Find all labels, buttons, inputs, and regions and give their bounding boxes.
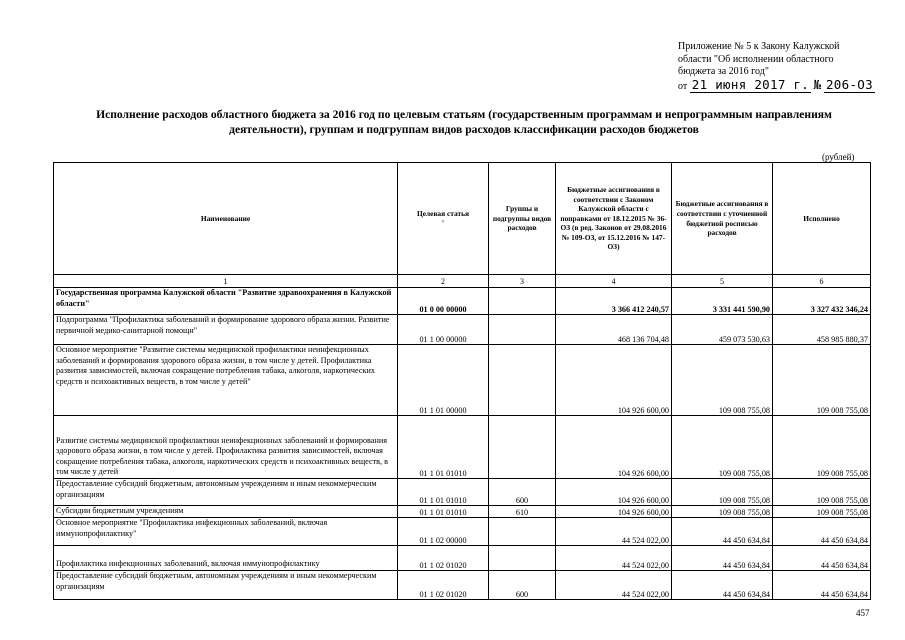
row-executed-amount: 44 450 634,84 (773, 546, 871, 571)
row-refined-amount: 44 450 634,84 (672, 546, 773, 571)
appendix-line-2: области "Об исполнении областного (678, 53, 834, 65)
row-group (489, 315, 556, 345)
header-row (54, 163, 871, 275)
table-row (54, 571, 871, 600)
table-row (54, 479, 871, 506)
row-target-code: 01 1 02 00000 (398, 518, 489, 546)
row-law-amount: 44 524 022,00 (556, 546, 672, 571)
appendix-line-1: Приложение № 5 к Закону Калужской (678, 41, 840, 52)
row-executed-amount: 109 008 755,08 (773, 479, 871, 506)
row-target-code: 01 1 01 01010 (398, 479, 489, 506)
header-name: Наименование (54, 163, 398, 275)
header-assigned-law: Бюджетные ассигнования в соответствии с Законом Калужской области с поправками от 18.12.2015 № 36-ОЗ (в ред. Законов от 29.08.2016 № 109-ОЗ, от 15.12.2016 № 147-ОЗ) (556, 163, 672, 275)
row-group (489, 518, 556, 546)
row-law-amount: 104 926 600,00 (556, 416, 672, 479)
units-label: (рублей) (822, 152, 855, 162)
column-number-row (54, 275, 871, 288)
table-row (54, 546, 871, 571)
row-name: Предоставление субсидий бюджетным, автономным учреждениям и иным некоммерческим организациям (54, 571, 398, 600)
row-target-code: 01 1 02 01020 (398, 571, 489, 600)
column-number: 1 (54, 275, 398, 288)
column-number: 4 (556, 275, 672, 288)
row-executed-amount: 3 327 432 346,24 (773, 288, 871, 315)
row-target-code: 01 1 01 00000 (398, 345, 489, 416)
table-row (54, 416, 871, 479)
row-law-amount: 104 926 600,00 (556, 479, 672, 506)
number-prefix: № (813, 76, 822, 92)
number-value: 206-ОЗ (825, 76, 873, 92)
row-refined-amount: 459 073 530,63 (672, 315, 773, 345)
row-name: Основное мероприятие "Профилактика инфекционных заболеваний, включая иммунопрофилактику" (54, 518, 398, 546)
row-refined-amount: 109 008 755,08 (672, 506, 773, 518)
row-group: 600 (489, 479, 556, 506)
row-refined-amount: 3 331 441 590,90 (672, 288, 773, 315)
row-law-amount: 104 926 600,00 (556, 345, 672, 416)
header-executed: Исполнено (773, 163, 871, 275)
date-value: 21 июня 2017 г. (691, 76, 810, 92)
row-name: Государственная программа Калужской области "Развитие здравоохранения в Калужской области" (54, 288, 398, 315)
row-target-code: 01 1 01 01010 (398, 416, 489, 479)
row-law-amount: 3 366 412 240,57 (556, 288, 672, 315)
table-row (54, 345, 871, 416)
row-refined-amount: 44 450 634,84 (672, 571, 773, 600)
expenditure-table (53, 162, 871, 600)
row-refined-amount: 109 008 755,08 (672, 416, 773, 479)
row-name: Развитие системы медицинской профилактики неинфекционных заболеваний и формирования здорового образа жизни, в том числе у детей. Профилактика развития зависимостей, включая сокращение потребления табака, алкоголя, наркотических средств и психоактивных веществ, в том числе у детей (54, 416, 398, 479)
row-name: Субсидии бюджетным учреждениям (54, 506, 398, 518)
table-row (54, 518, 871, 546)
row-name: Основное мероприятие "Развитие системы медицинской профилактики неинфекционных заболеваний и формирования здорового образа жизни, в том числе у детей. Профилактика развития зависимостей, включая сокращение потребления табака, алкоголя, наркотических средств и психоактивных веществ, в том числе у детей" (54, 345, 398, 416)
date-prefix: от (678, 80, 688, 92)
header-groups: Группы и подгруппы видов расходов (489, 163, 556, 275)
appendix-dateline (678, 76, 893, 94)
table-row (54, 506, 871, 518)
appendix-note (678, 41, 893, 93)
row-target-code: 01 1 02 01020 (398, 546, 489, 571)
row-group: 600 (489, 571, 556, 600)
column-number: 2 (398, 275, 489, 288)
row-refined-amount: 109 008 755,08 (672, 345, 773, 416)
column-number: 5 (672, 275, 773, 288)
row-executed-amount: 44 450 634,84 (773, 518, 871, 546)
row-executed-amount: 109 008 755,08 (773, 345, 871, 416)
row-name: Профилактика инфекционных заболеваний, включая иммунопрофилактику (54, 546, 398, 571)
row-target-code: 01 0 00 00000 (398, 288, 489, 315)
row-law-amount: 44 524 022,00 (556, 518, 672, 546)
header-assigned-refined: Бюджетные ассигнования в соответствии с уточненной бюджетной росписью расходов (672, 163, 773, 275)
row-name: Предоставление субсидий бюджетным, автономным учреждениям и иным некоммерческим организациям (54, 479, 398, 506)
column-number: 6 (773, 275, 871, 288)
row-group (489, 416, 556, 479)
row-executed-amount: 109 008 755,08 (773, 506, 871, 518)
page-number: 457 (856, 608, 870, 618)
row-executed-amount: 44 450 634,84 (773, 571, 871, 600)
header-target: Целевая статья ° (398, 163, 489, 275)
document-title: Исполнение расходов областного бюджета за 2016 год по целевым статьям (государственным программам и непрограммным направлениям деятельности), группам и подгруппам видов расходов классификации расходов бюджетов (96, 108, 832, 136)
row-executed-amount: 109 008 755,08 (773, 416, 871, 479)
column-number: 3 (489, 275, 556, 288)
table-row (54, 315, 871, 345)
row-target-code: 01 1 01 01010 (398, 506, 489, 518)
row-group (489, 546, 556, 571)
row-target-code: 01 1 00 00000 (398, 315, 489, 345)
row-group: 610 (489, 506, 556, 518)
row-law-amount: 104 926 600,00 (556, 506, 672, 518)
row-refined-amount: 44 450 634,84 (672, 518, 773, 546)
row-law-amount: 44 524 022,00 (556, 571, 672, 600)
table-row (54, 288, 871, 315)
row-refined-amount: 109 008 755,08 (672, 479, 773, 506)
row-name: Подпрограмма "Профилактика заболеваний и формирование здорового образа жизни. Развитие первичной медико-санитарной помощи" (54, 315, 398, 345)
row-group (489, 288, 556, 315)
appendix-line-3: бюджета за 2016 год" (678, 66, 769, 77)
row-executed-amount: 458 985 880,37 (773, 315, 871, 345)
row-group (489, 345, 556, 416)
row-law-amount: 468 136 704,48 (556, 315, 672, 345)
